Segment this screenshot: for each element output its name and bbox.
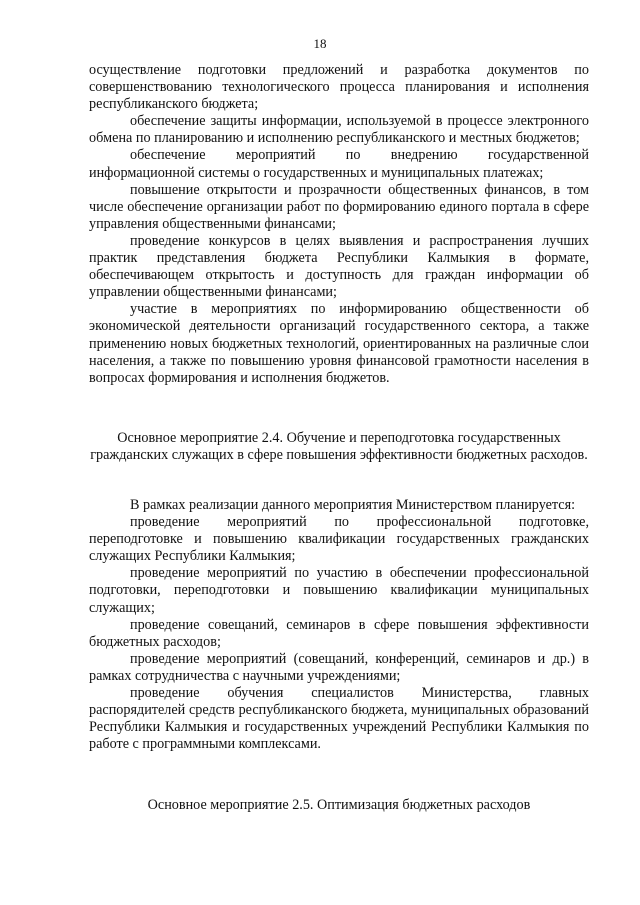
paragraph: В рамках реализации данного мероприятия Министерством планируется:: [130, 497, 576, 513]
paragraph: проведение мероприятий (совещаний, конференций, семинаров и др.) в рамках сотрудничества с научными учреждениями;: [89, 650, 589, 684]
paragraph: осуществление подготовки предложений и разработка документов по совершенствованию технологического процесса планирования и исполнения республиканского бюджета;: [89, 62, 589, 113]
section-one-text: [89, 62, 589, 387]
paragraph: проведение совещаний, семинаров в сфере повышения эффективности бюджетных расходов;: [89, 616, 589, 650]
paragraph: участие в мероприятиях по информированию общественности об экономической деятельности организаций государственного сектора, а также применению новых бюджетных технологий, ориентированных на различные слои населения, а также по повышению уровня финансовой грамотности населения в вопросах формирования и исполнения бюджетов.: [89, 301, 589, 386]
paragraph: повышение открытости и прозрачности общественных финансов, в том числе обеспечение организации работ по формированию единого портала в сфере управления общественными финансами;: [89, 181, 589, 232]
section-heading-2-5: Основное мероприятие 2.5. Оптимизация бюджетных расходов: [147, 797, 531, 813]
paragraph: проведение мероприятий по профессиональной подготовке, переподготовке и повышению квалификации государственных гражданских служащих Республики Калмыкия;: [89, 514, 589, 565]
paragraph: обеспечение защиты информации, используемой в процессе электронного обмена по планированию и исполнению республиканского и местных бюджетов;: [89, 113, 589, 147]
paragraph: проведение конкурсов в целях выявления и распространения лучших практик представления бюджета Республики Калмыкия в формате, обеспечивающем открытость и доступность для граждан информации об управлении общественными финансами;: [89, 232, 589, 301]
paragraph: обеспечение мероприятий по внедрению государственной информационной системы о государственных и муниципальных платежах;: [89, 147, 589, 181]
paragraph: проведение мероприятий по участию в обеспечении профессиональной подготовки, переподготовки и повышению квалификации муниципальных служащих;: [89, 565, 589, 616]
page-number: 18: [313, 36, 327, 51]
section-heading-2-4: Основное мероприятие 2.4. Обучение и переподготовка государственных гражданских служащих в сфере повышения эффективности бюджетных расходов.: [90, 430, 588, 464]
paragraph: проведение обучения специалистов Министерства, главных распорядителей средств республиканского бюджета, муниципальных образований Республики Калмыкия и государственных учреждений Республики Калмыкия по работе с программными комплексами.: [89, 685, 589, 753]
section-two-text: [89, 497, 589, 753]
